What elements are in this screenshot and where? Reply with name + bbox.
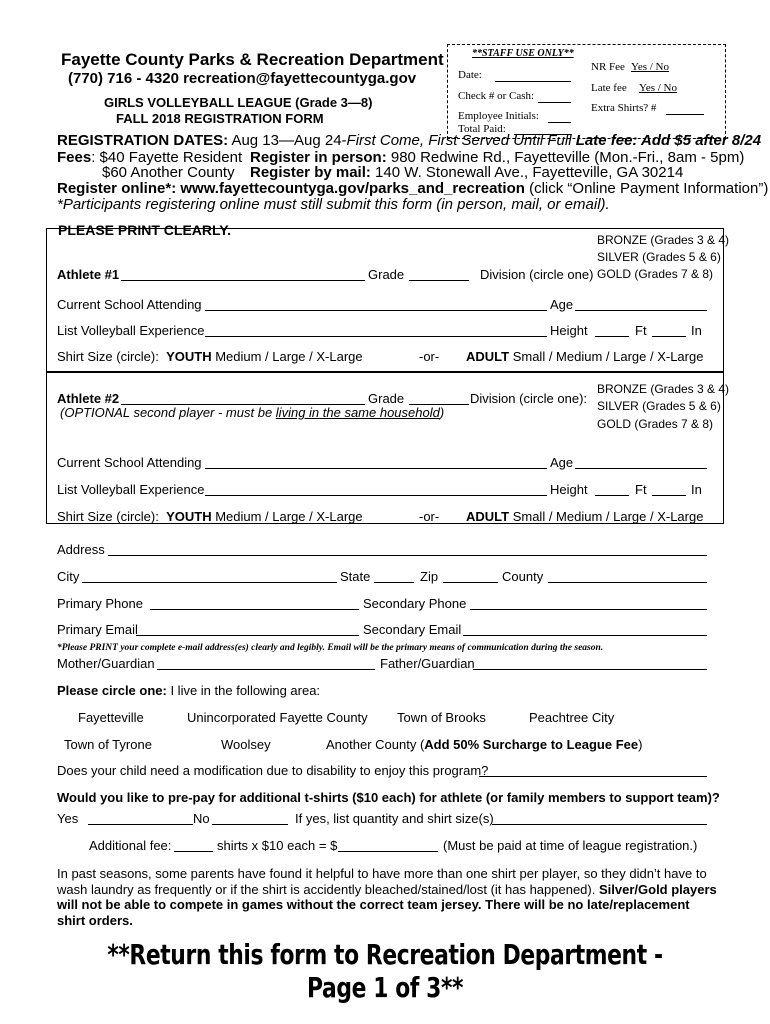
athlete2-optional-note: (OPTIONAL second player - must be living in the same household) — [60, 405, 445, 420]
athlete2-height-in-field[interactable] — [652, 495, 686, 496]
return-form-footer: **Return this form to Recreation Department - Page 1 of 3** — [107, 938, 663, 1004]
athlete2-age-label: Age — [550, 455, 574, 470]
prepay-no-field[interactable] — [212, 824, 288, 825]
shirt-sizes-field[interactable] — [492, 824, 707, 825]
staff-late-fee-label: Late fee — [591, 82, 627, 94]
athlete2-label: Athlete #2 — [57, 391, 120, 406]
register-by-mail: Register by mail: 140 W. Stonewall Ave., Fayetteville, GA 30214 — [250, 164, 684, 181]
org-name: Fayette County Parks & Recreation Department — [61, 50, 444, 69]
staff-total-label: Total Paid: — [458, 123, 506, 135]
athlete2-school-field[interactable] — [205, 468, 547, 469]
area-option-unincorporated[interactable]: Unincorporated Fayette County — [187, 710, 368, 725]
staff-nr-fee-options[interactable]: Yes / No — [631, 61, 670, 73]
secondary-email-label: Secondary Email — [363, 622, 462, 637]
athlete1-experience-label: List Volleyball Experience — [57, 323, 205, 338]
athlete1-height-label: Height — [550, 323, 588, 338]
staff-check-field[interactable] — [538, 102, 571, 103]
address-field[interactable] — [108, 555, 707, 556]
athlete2-grade-label: Grade — [368, 391, 405, 406]
athlete1-silver-option[interactable]: SILVER (Grades 5 & 6) — [597, 250, 721, 264]
athlete1-height-ft-field[interactable] — [595, 336, 629, 337]
additional-fee-label: Additional fee: — [89, 838, 172, 853]
must-pay-note: (Must be paid at time of league registration.) — [443, 838, 698, 853]
mother-label: Mother/Guardian — [57, 656, 155, 671]
state-label: State — [340, 569, 371, 584]
mother-field[interactable] — [157, 669, 375, 670]
athlete1-bronze-option[interactable]: BRONZE (Grades 3 & 4) — [597, 233, 730, 247]
area-option-fayetteville[interactable]: Fayetteville — [78, 710, 144, 725]
athlete2-age-field[interactable] — [575, 468, 707, 469]
area-prompt: Please circle one: I live in the following area: — [57, 683, 321, 698]
athlete2-or: -or- — [419, 509, 440, 524]
athlete1-age-field[interactable] — [575, 310, 707, 311]
online-footnote: *Participants registering online must still submit this form (in person, mail, or email). — [57, 196, 610, 213]
zip-field[interactable] — [443, 582, 498, 583]
athlete2-shirt-size[interactable]: Shirt Size (circle): YOUTH Medium / Large / X-Large — [57, 509, 363, 524]
athlete2-experience-label: List Volleyball Experience — [57, 482, 205, 497]
athlete2-adult-size[interactable]: ADULT Small / Medium / Large / X-Large — [466, 509, 704, 524]
prepay-no-label: No — [193, 811, 210, 826]
area-option-woolsey[interactable]: Woolsey — [221, 737, 271, 752]
athlete2-experience-field[interactable] — [205, 495, 547, 496]
if-yes-label: If yes, list quantity and shirt size(s) — [295, 811, 494, 826]
athlete1-name-field[interactable] — [121, 280, 365, 281]
address-label: Address — [57, 542, 105, 557]
disability-field[interactable] — [479, 776, 707, 777]
prepay-yes-field[interactable] — [88, 824, 193, 825]
area-option-another-county[interactable]: Another County (Add 50% Surcharge to League Fee) — [326, 737, 643, 752]
shirts-x-label: shirts x $10 each = $ — [217, 838, 338, 853]
register-in-person: Register in person: 980 Redwine Rd., Fayetteville (Mon.-Fri., 8am - 5pm) — [250, 149, 745, 166]
staff-use-box — [447, 44, 726, 139]
city-field[interactable] — [82, 582, 337, 583]
athlete2-division-label: Division (circle one): — [470, 391, 588, 406]
registration-dates: REGISTRATION DATES: Aug 13—Aug 24-First Come, First Served Until Full Late fee: Add $5 after 8/24 — [57, 132, 762, 149]
athlete1-in-label: In — [691, 323, 702, 338]
disability-question: Does your child need a modification due to disability to enjoy this program? — [57, 763, 489, 778]
primary-email-field[interactable] — [136, 635, 359, 636]
print-clearly-notice: PLEASE PRINT CLEARLY. — [58, 222, 231, 238]
primary-email-label: Primary Email — [57, 622, 138, 637]
athlete2-silver-option[interactable]: SILVER (Grades 5 & 6) — [597, 399, 721, 413]
staff-nr-fee-label: NR Fee — [591, 61, 625, 73]
athlete1-ft-label: Ft — [635, 323, 647, 338]
secondary-phone-label: Secondary Phone — [363, 596, 467, 611]
athlete1-grade-field[interactable] — [409, 280, 469, 281]
athlete2-bronze-option[interactable]: BRONZE (Grades 3 & 4) — [597, 382, 730, 396]
state-field[interactable] — [374, 582, 414, 583]
fees-line: Fees: $40 Fayette Resident — [57, 149, 243, 166]
form-title: FALL 2018 REGISTRATION FORM — [116, 111, 324, 126]
athlete1-division-label: Division (circle one) — [480, 267, 594, 282]
shirt-total-field[interactable] — [338, 851, 438, 852]
primary-phone-label: Primary Phone — [57, 596, 143, 611]
athlete1-adult-size[interactable]: ADULT Small / Medium / Large / X-Large — [466, 349, 704, 364]
area-option-peachtree-city[interactable]: Peachtree City — [529, 710, 615, 725]
athlete1-label: Athlete #1 — [57, 267, 120, 282]
staff-date-label: Date: — [458, 69, 482, 81]
email-note: *Please PRINT your complete e-mail address(es) clearly and legibly. Email will be the primary means of communication during the season. — [57, 643, 604, 653]
shirt-notice: In past seasons, some parents have found it helpful to have more than one shirt per player, so they didn’t have to wash laundry as frequently or if the shirt is accidently bleached/stained/lost (it has happened). Silver/Gold players will not be able to compete in games without the correct team jersey. There will be no late/replacement shirt orders. — [57, 866, 717, 928]
athlete1-school-label: Current School Attending — [57, 297, 202, 312]
staff-late-fee-options[interactable]: Yes / No — [639, 82, 678, 94]
staff-title: **STAFF USE ONLY** — [472, 48, 574, 59]
county-field[interactable] — [548, 582, 707, 583]
athlete2-gold-option[interactable]: GOLD (Grades 7 & 8) — [597, 417, 714, 431]
staff-extra-shirts-label: Extra Shirts? # — [591, 102, 657, 114]
athlete2-school-label: Current School Attending — [57, 455, 202, 470]
athlete1-gold-option[interactable]: GOLD (Grades 7 & 8) — [597, 267, 714, 281]
athlete2-in-label: In — [691, 482, 702, 497]
staff-employee-field[interactable] — [548, 122, 571, 123]
city-label: City — [57, 569, 80, 584]
staff-extra-shirts-field[interactable] — [666, 114, 704, 115]
athlete1-height-in-field[interactable] — [652, 336, 686, 337]
athlete1-age-label: Age — [550, 297, 574, 312]
primary-phone-field[interactable] — [150, 609, 359, 610]
fee-another-county: $60 Another County — [102, 164, 235, 181]
prepay-yes-label: Yes — [57, 811, 79, 826]
secondary-phone-field[interactable] — [470, 609, 707, 610]
county-label: County — [502, 569, 544, 584]
athlete1-shirt-size[interactable]: Shirt Size (circle): YOUTH Medium / Large / X-Large — [57, 349, 363, 364]
zip-label: Zip — [420, 569, 439, 584]
athlete1-grade-label: Grade — [368, 267, 405, 282]
athlete1-school-field[interactable] — [205, 310, 547, 311]
athlete2-height-label: Height — [550, 482, 588, 497]
area-option-tyrone[interactable]: Town of Tyrone — [64, 737, 152, 752]
athlete1-or: -or- — [419, 349, 440, 364]
athlete2-ft-label: Ft — [635, 482, 647, 497]
league-title: GIRLS VOLLEYBALL LEAGUE (Grade 3—8) — [104, 95, 373, 110]
register-online: Register online*: www.fayettecountyga.gov/parks_and_recreation (click “Online Payment Information”) — [57, 180, 769, 197]
staff-date-field[interactable] — [495, 81, 571, 82]
staff-check-label: Check # or Cash: — [458, 90, 535, 102]
prepay-question: Would you like to pre-pay for additional t-shirts ($10 each) for athlete (or family members to support team)? — [57, 790, 720, 805]
father-field[interactable] — [473, 669, 707, 670]
contact-line: (770) 716 - 4320 recreation@fayettecountyga.gov — [68, 70, 417, 87]
athlete2-height-ft-field[interactable] — [595, 495, 629, 496]
shirt-quantity-field[interactable] — [174, 851, 213, 852]
secondary-email-field[interactable] — [463, 635, 707, 636]
area-option-brooks[interactable]: Town of Brooks — [397, 710, 486, 725]
athlete1-experience-field[interactable] — [205, 336, 547, 337]
father-label: Father/Guardian — [380, 656, 475, 671]
staff-employee-label: Employee Initials: — [458, 110, 539, 122]
